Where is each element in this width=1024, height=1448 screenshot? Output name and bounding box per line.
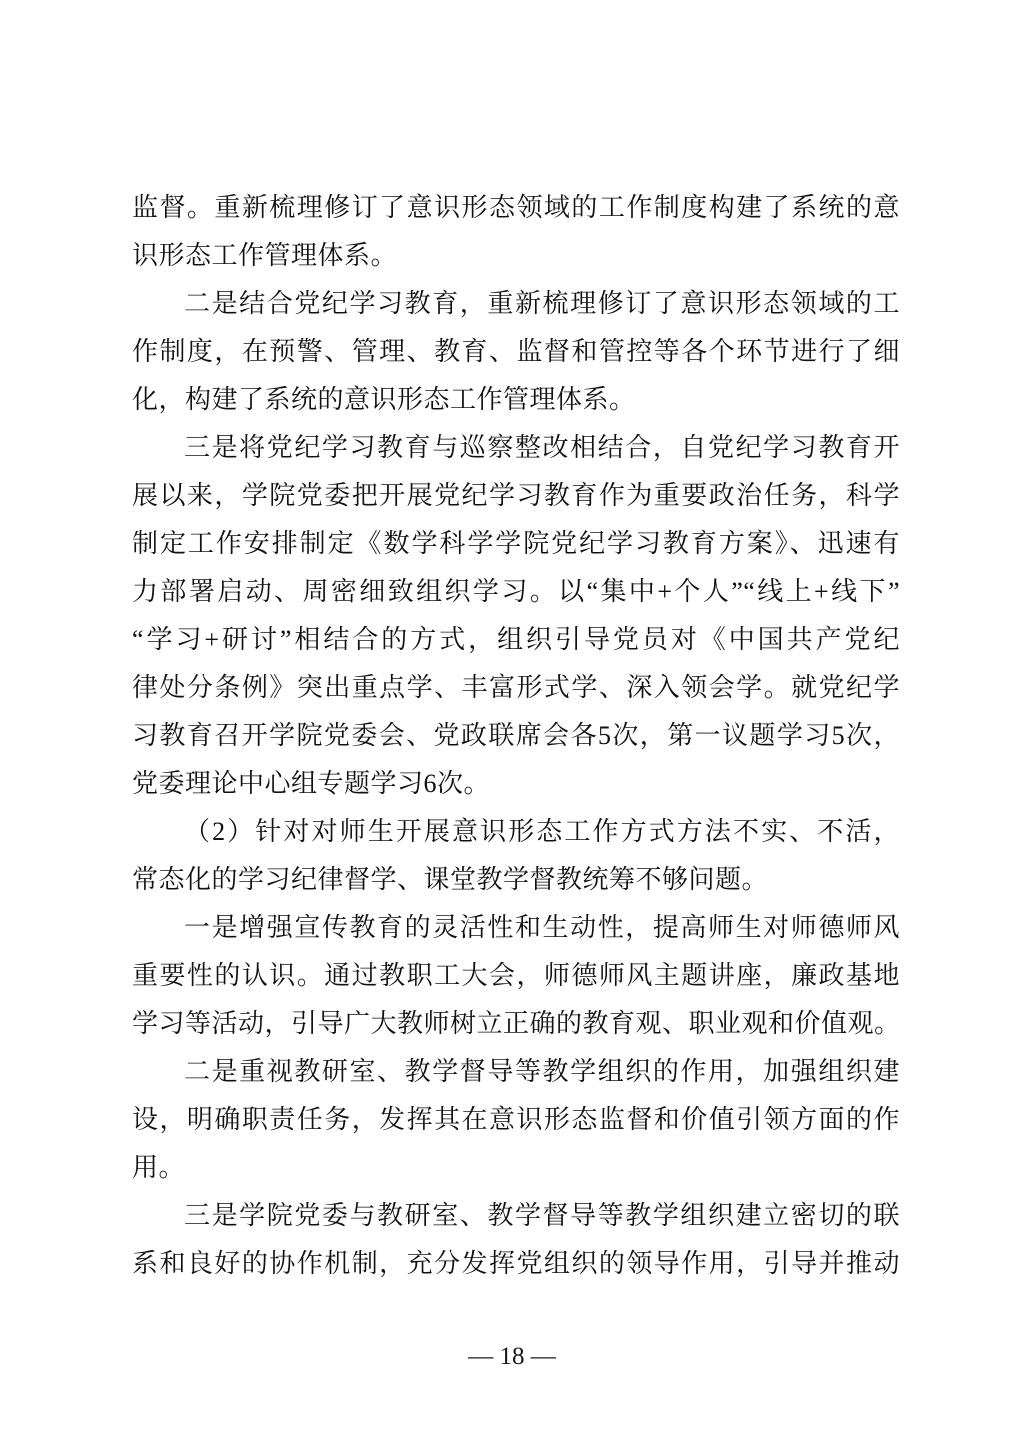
text-line: 三是将党纪学习教育与巡察整改相结合，自党纪学习教育开 xyxy=(184,433,900,462)
text-line: 二是重视教研室、教学督导等教学组织的作用，加强组织建 xyxy=(184,1057,900,1086)
text-line: 展以来，学院党委把开展党纪学习教育作为重要政治任务，科学 xyxy=(132,481,900,510)
text-line: 系和良好的协作机制，充分发挥党组织的领导作用，引导并推动 xyxy=(132,1249,900,1278)
page-number: — 18 — xyxy=(468,1343,556,1370)
page-footer xyxy=(0,1340,1024,1374)
text-line: 作制度，在预警、管理、教育、监督和管控等各个环节进行了细 xyxy=(132,337,900,366)
document-body xyxy=(132,184,900,1288)
text-line: 识形态工作管理体系。 xyxy=(132,241,398,270)
text-line: 化，构建了系统的意识形态工作管理体系。 xyxy=(132,385,636,414)
text-line: 制定工作安排制定《数学科学学院党纪学习教育方案》、迅速有 xyxy=(132,529,900,558)
text-line: 二是结合党纪学习教育，重新梳理修订了意识形态领域的工 xyxy=(184,289,900,318)
text-line: 习教育召开学院党委会、党政联席会各5次，第一议题学习5次， xyxy=(132,721,900,750)
text-line: 力部署启动、周密细致组织学习。以“集中+个人”“线上+线下” xyxy=(132,577,900,606)
text-line: （2）针对对师生开展意识形态工作方式方法不实、不活， xyxy=(184,817,900,846)
text-line: 设，明确职责任务，发挥其在意识形态监督和价值引领方面的作 xyxy=(132,1105,900,1134)
text-line: 学习等活动，引导广大教师树立正确的教育观、职业观和价值观。 xyxy=(132,1009,901,1038)
text-line: 一是增强宣传教育的灵活性和生动性，提高师生对师德师风 xyxy=(184,913,900,942)
text-line: 律处分条例》突出重点学、丰富形式学、深入领会学。就党纪学 xyxy=(132,673,900,702)
text-line: 监督。重新梳理修订了意识形态领域的工作制度构建了系统的意 xyxy=(132,193,900,222)
text-line: 三是学院党委与教研室、教学督导等教学组织建立密切的联 xyxy=(184,1201,900,1230)
text-line: 重要性的认识。通过教职工大会，师德师风主题讲座，廉政基地 xyxy=(132,961,900,990)
text-line: 常态化的学习纪律督学、课堂教学督教统筹不够问题。 xyxy=(132,865,769,894)
text-line: “学习+研讨”相结合的方式，组织引导党员对《中国共产党纪 xyxy=(132,625,900,654)
text-line: 用。 xyxy=(132,1153,186,1182)
text-line: 党委理论中心组专题学习6次。 xyxy=(132,769,491,798)
